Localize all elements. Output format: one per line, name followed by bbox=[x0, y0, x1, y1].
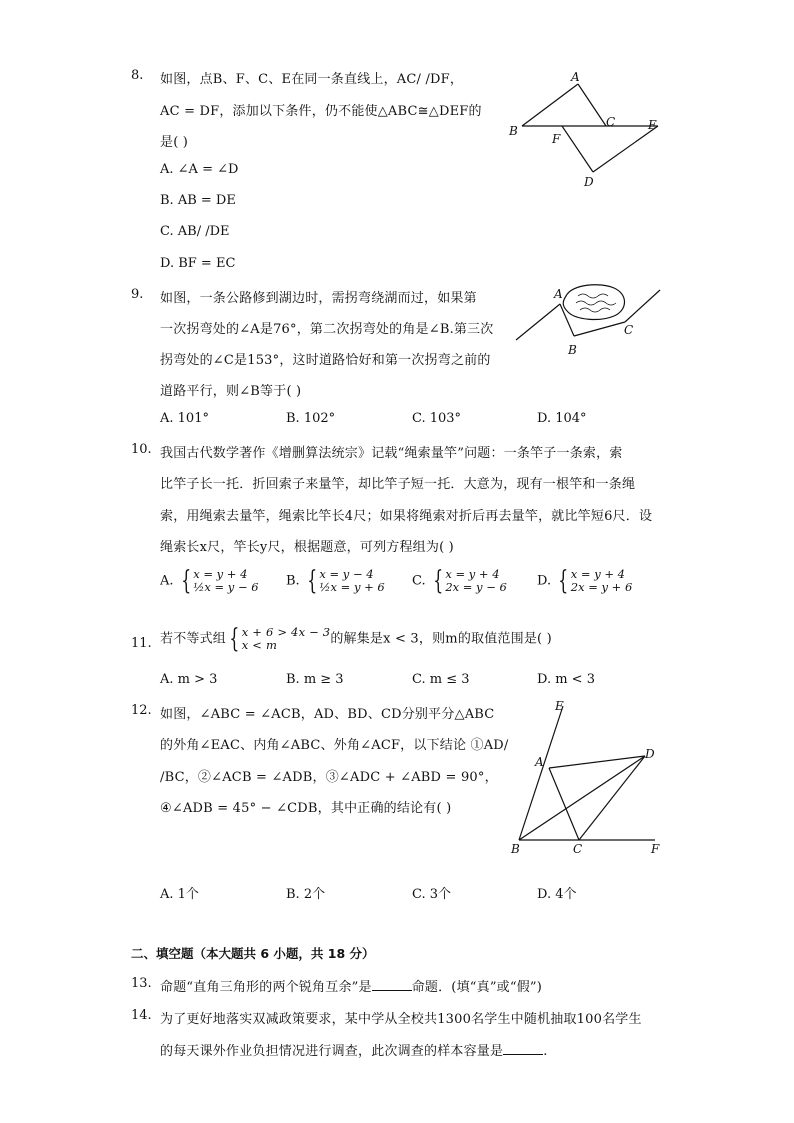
q12-line-4: ④∠ADB = 45° − ∠CDB，其中正确的结论有( ) bbox=[160, 801, 452, 816]
q12-line-1: 如图，∠ABC = ∠ACB，AD、BD、CD分别平分△ABC bbox=[160, 707, 495, 722]
q13-answer-blank[interactable] bbox=[372, 978, 412, 991]
lake-shape bbox=[563, 285, 624, 320]
q12-option-c: C. 3个 bbox=[412, 887, 452, 902]
q12-figure bbox=[505, 698, 675, 858]
section-2-title: 二、填空题（本大题共 6 小题，共 18 分） bbox=[131, 946, 375, 961]
q11-option-a: A. m > 3 bbox=[160, 672, 218, 687]
q10-option-b: B. { x = y − 4 ½x = y + 6 bbox=[286, 566, 385, 596]
q12-label-c: C bbox=[573, 842, 583, 856]
q8-line-3: 是( ) bbox=[160, 135, 189, 150]
q12-label-a: A bbox=[535, 755, 544, 769]
q9-figure bbox=[510, 280, 670, 360]
q8-option-c: C. AB/ /DE bbox=[160, 224, 230, 239]
q9-option-a: A. 101° bbox=[160, 411, 209, 426]
q11-number: 11. bbox=[131, 636, 152, 651]
q8-option-a: A. ∠A = ∠D bbox=[160, 162, 239, 177]
q12-number: 12. bbox=[131, 703, 152, 718]
q8-line-2: AC = DF，添加以下条件，仍不能使△ABC≅△DEF的 bbox=[160, 104, 482, 119]
q8-line-1: 如图，点B、F、C、E在同一条直线上，AC/ /DF， bbox=[160, 72, 464, 87]
q9-option-d: D. 104° bbox=[537, 411, 587, 426]
q10-option-c: C. { x = y + 4 2x = y − 6 bbox=[412, 566, 507, 596]
q11-option-b: B. m ≥ 3 bbox=[286, 672, 344, 687]
q8-figure bbox=[500, 64, 670, 194]
q8-option-b: B. AB = DE bbox=[160, 193, 236, 208]
q8-number: 8. bbox=[131, 68, 144, 83]
q9-line-2: 一次拐弯处的∠A是76°，第二次拐弯处的角是∠B.第三次 bbox=[160, 322, 494, 337]
q9-option-c: C. 103° bbox=[412, 411, 462, 426]
q8-label-c: C bbox=[606, 115, 616, 129]
q11-option-c: C. m ≤ 3 bbox=[412, 672, 470, 687]
q12-option-a: A. 1个 bbox=[160, 887, 199, 902]
q9-line-4: 道路平行，则∠B等于( ) bbox=[160, 384, 302, 399]
q11-stem: 若不等式组 { x + 6 > 4x − 3 x < m 的解集是x < 3，则m的取值范围是( ) bbox=[160, 624, 552, 654]
q14-answer-blank[interactable] bbox=[503, 1042, 543, 1055]
q10-line-1: 我国古代数学著作《增删算法统宗》记载“绳索量竿”问题：一条竿子一条索，索 bbox=[160, 446, 623, 461]
q14-line-1: 为了更好地落实双减政策要求，某中学从全校共1300名学生中随机抽取100名学生 bbox=[160, 1012, 642, 1027]
q10-number: 10. bbox=[131, 442, 152, 457]
q12-line-2: 的外角∠EAC、内角∠ABC、外角∠ACF，以下结论 ①AD/ bbox=[160, 738, 509, 753]
q8-option-d: D. BF = EC bbox=[160, 256, 236, 271]
q9-label-a: A bbox=[554, 287, 563, 301]
q8-label-f: F bbox=[552, 132, 561, 146]
q12-label-b: B bbox=[511, 842, 520, 856]
q11-option-d: D. m < 3 bbox=[537, 672, 595, 687]
q13-number: 13. bbox=[131, 976, 152, 991]
q10-line-2: 比竿子长一托．折回索子来量竿，却比竿子短一托．大意为，现有一根竿和一条绳 bbox=[160, 477, 636, 492]
q14-line-2: 的每天课外作业负担情况进行调查，此次调查的样本容量是 . bbox=[160, 1044, 548, 1059]
q8-label-e: E bbox=[648, 118, 657, 132]
q9-number: 9. bbox=[131, 287, 144, 302]
q9-label-c: C bbox=[624, 323, 634, 337]
q12-label-f: F bbox=[651, 842, 660, 856]
q8-label-a: A bbox=[571, 70, 580, 84]
q12-option-d: D. 4个 bbox=[537, 887, 577, 902]
q12-option-b: B. 2个 bbox=[286, 887, 326, 902]
q12-label-d: D bbox=[645, 747, 655, 761]
q10-option-a: A. { x = y + 4 ½x = y − 6 bbox=[160, 566, 259, 596]
q8-label-d: D bbox=[584, 175, 594, 189]
q12-line-3: /BC，②∠ACB = ∠ADB，③∠ADC + ∠ABD = 90°， bbox=[160, 770, 498, 785]
q14-number: 14. bbox=[131, 1008, 152, 1023]
q12-label-e: E bbox=[555, 699, 564, 713]
q9-line-3: 拐弯处的∠C是153°，这时道路恰好和第一次拐弯之前的 bbox=[160, 353, 491, 368]
q9-option-b: B. 102° bbox=[286, 411, 336, 426]
q10-line-4: 绳索长x尺，竿长y尺，根据题意，可列方程组为( ) bbox=[160, 540, 454, 555]
q8-label-b: B bbox=[509, 124, 518, 138]
q9-line-1: 如图，一条公路修到湖边时，需拐弯绕湖而过，如果第 bbox=[160, 291, 477, 306]
q13-stem: 命题“直角三角形的两个锐角互余”是 命题．(填“真”或“假”) bbox=[160, 980, 543, 995]
q10-option-d: D. { x = y + 4 2x = y + 6 bbox=[537, 566, 633, 596]
q9-label-b: B bbox=[568, 343, 577, 357]
q10-line-3: 索，用绳索去量竿，绳索比竿长4尺；如果将绳索对折后再去量竿，就比竿短6尺．设 bbox=[160, 509, 653, 524]
